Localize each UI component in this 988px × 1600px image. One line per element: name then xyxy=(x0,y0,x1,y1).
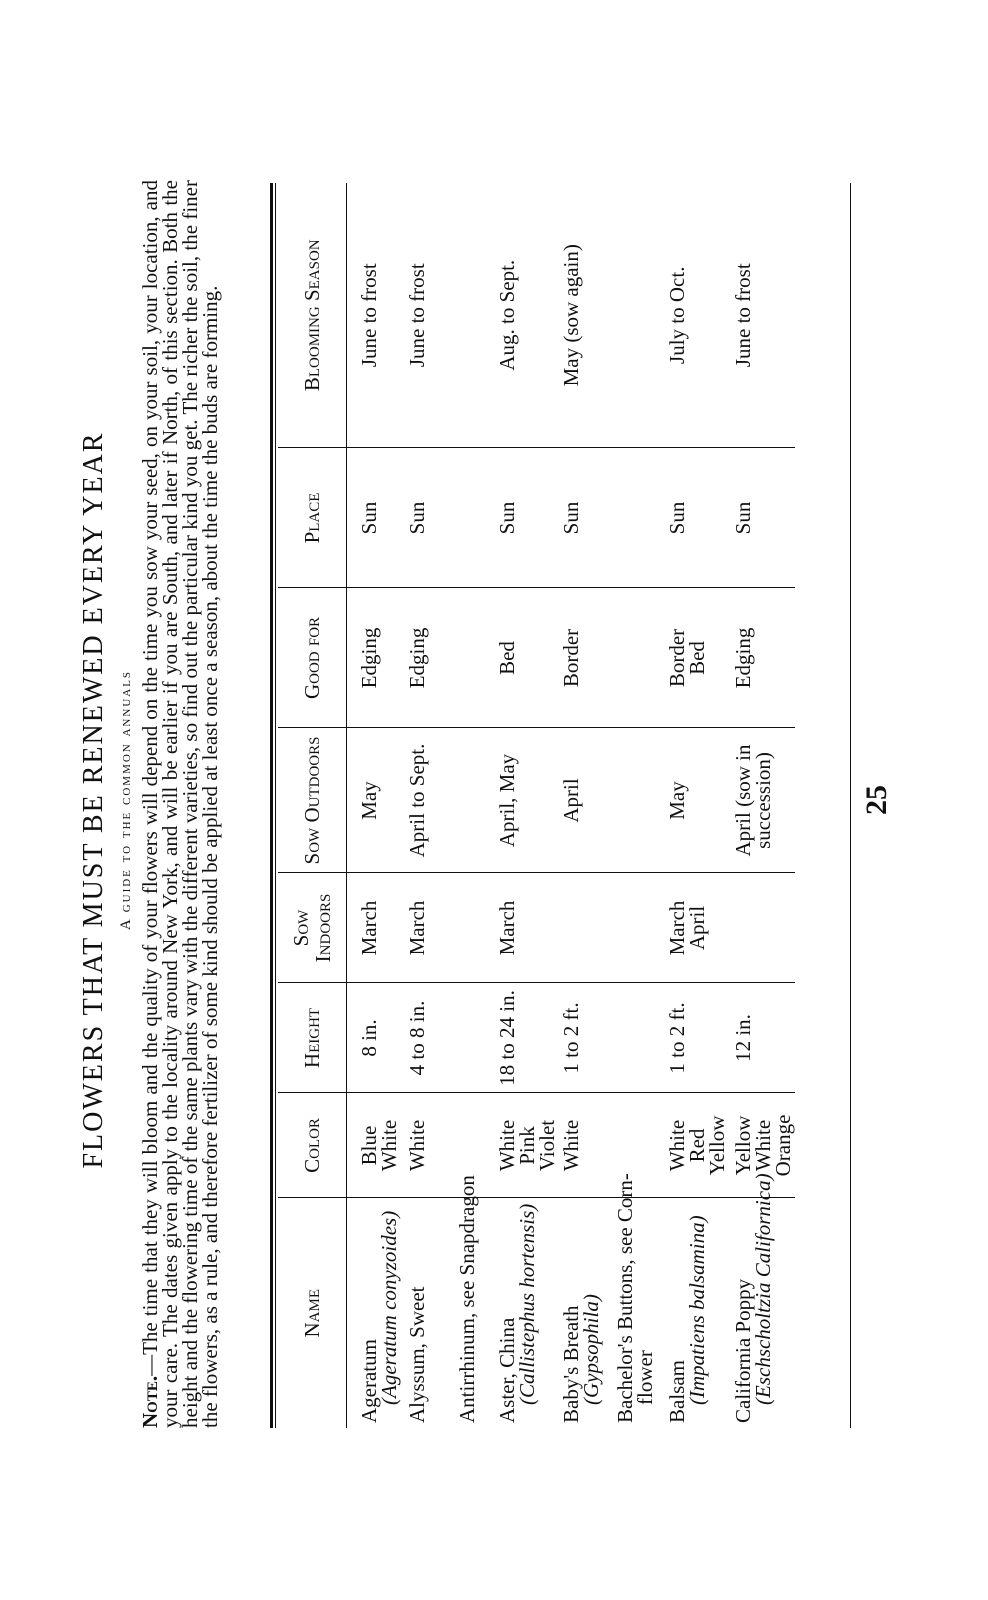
color-value: Violet xyxy=(535,1119,559,1172)
cell-good-for xyxy=(665,588,731,728)
scientific-name: (Impatiens balsamina) xyxy=(685,1215,709,1405)
sow-outdoors-value: May xyxy=(357,781,381,820)
cell-height: 12 in. xyxy=(731,983,795,1093)
sow-indoors-value: March xyxy=(665,900,689,956)
color-value: White xyxy=(665,1119,689,1172)
page-subtitle: A guide to the common annuals xyxy=(118,669,134,931)
cell-color xyxy=(665,1093,731,1198)
plant-name: Ageratum xyxy=(357,1339,381,1423)
header-sow-outdoors: Sow Outdoors xyxy=(278,728,347,873)
plant-name: Bachelor's Buttons, see Corn- xyxy=(613,1173,637,1423)
cell-color xyxy=(405,1093,455,1198)
color-value: White xyxy=(405,1119,429,1172)
scientific-name: (Callistephus hortensis) xyxy=(515,1203,539,1405)
color-value: White xyxy=(495,1119,519,1172)
cell-good-for xyxy=(559,588,613,728)
cell-sow-indoors xyxy=(405,873,455,983)
plant-name: Antirrhinum, see Snapdragon xyxy=(455,1175,479,1423)
header-color: Color xyxy=(278,1093,347,1198)
cell-place: Sun xyxy=(347,448,406,588)
cell-color xyxy=(347,1093,406,1198)
cell-height: 18 to 24 in. xyxy=(495,983,559,1093)
cell-good-for xyxy=(731,588,795,728)
cell-sow-outdoors xyxy=(405,728,455,873)
cell-sow-outdoors xyxy=(455,728,495,873)
color-value: Blue xyxy=(357,1125,381,1166)
table-top-rule xyxy=(270,183,273,1428)
cell-name xyxy=(665,1198,731,1428)
note-text: —The time that they will bloom and the quality of your flowers will depend on the time you sow your seed, on your soil, your location, and your care. The dates given apply to the locality around New York, and will be earlier if you are South, and later if North, of this section. Both the height and the flowering time of the same plants vary with the different varieties, so find out the particular kind you get. The richer the soil, the finer the flowers, as a rule, and therefore fertilizer of some kind should be applied at least once a season, about the time the buds are forming. xyxy=(138,180,222,1428)
table-row xyxy=(559,183,613,1428)
cell-name xyxy=(405,1198,455,1428)
color-value: White xyxy=(751,1119,775,1172)
color-value: White xyxy=(559,1119,583,1172)
cell-color xyxy=(495,1093,559,1198)
cell-sow-indoors xyxy=(455,873,495,983)
cell-sow-outdoors xyxy=(347,728,406,873)
page-number: 25 xyxy=(860,785,893,815)
cell-good-for xyxy=(405,588,455,728)
cell-height xyxy=(455,983,495,1093)
plant-name: Aster, China xyxy=(495,1317,519,1423)
color-value: White xyxy=(377,1119,401,1172)
table-row xyxy=(405,183,455,1428)
sow-indoors-value: March xyxy=(405,900,429,956)
cell-height: 1 to 2 ft. xyxy=(665,983,731,1093)
cell-blooming-season: June to frost xyxy=(347,183,406,448)
good-for-value: Edging xyxy=(405,627,429,689)
note-paragraph xyxy=(140,180,220,1428)
cell-blooming-season: May (sow again) xyxy=(559,183,613,448)
cell-place: Sun xyxy=(731,448,795,588)
table-row xyxy=(495,183,559,1428)
header-blooming-season: Blooming Season xyxy=(278,183,347,448)
cell-blooming-season xyxy=(613,183,665,448)
cell-height xyxy=(613,983,665,1093)
cell-name xyxy=(495,1198,559,1428)
table-bottom-rule xyxy=(850,183,851,1428)
good-for-value: Border xyxy=(665,628,689,688)
good-for-value: Edging xyxy=(357,627,381,689)
cell-height: 1 to 2 ft. xyxy=(559,983,613,1093)
color-value: Orange xyxy=(771,1114,795,1177)
color-value: Red xyxy=(685,1128,709,1163)
cell-place: Sun xyxy=(559,448,613,588)
cell-good-for xyxy=(455,588,495,728)
header-height: Height xyxy=(278,983,347,1093)
good-for-value: Border xyxy=(559,628,583,688)
plant-name: Balsam xyxy=(665,1360,689,1423)
cell-sow-indoors xyxy=(731,873,795,983)
header-good-for: Good for xyxy=(278,588,347,728)
cell-sow-indoors xyxy=(559,873,613,983)
sow-outdoors-value: May xyxy=(665,781,689,820)
plant-name: California Poppy xyxy=(731,1278,755,1423)
cell-color xyxy=(559,1093,613,1198)
table-row xyxy=(613,183,665,1428)
cell-blooming-season: June to frost xyxy=(405,183,455,448)
good-for-value: Bed xyxy=(685,641,709,675)
page-title: FLOWERS THAT MUST BE RENEWED EVERY YEAR xyxy=(78,431,109,1169)
color-value: Yellow xyxy=(705,1115,729,1176)
note-label: Note. xyxy=(138,1375,162,1428)
cell-sow-outdoors xyxy=(665,728,731,873)
cell-name xyxy=(455,1175,495,1428)
sow-outdoors-value: April to Sept. xyxy=(405,743,429,858)
table-row xyxy=(665,183,731,1428)
cell-sow-outdoors xyxy=(495,728,559,873)
cell-name xyxy=(613,1173,665,1428)
cell-name xyxy=(559,1198,613,1428)
cell-place xyxy=(455,448,495,588)
cell-good-for xyxy=(347,588,406,728)
table-row xyxy=(731,183,795,1428)
plant-name: Baby's Breath xyxy=(559,1305,583,1423)
cell-sow-outdoors xyxy=(613,728,665,873)
table-top-rule-thin xyxy=(275,183,276,1428)
cell-sow-indoors xyxy=(347,873,406,983)
cell-blooming-season: July to Oct. xyxy=(665,183,731,448)
good-for-value: Edging xyxy=(731,627,755,689)
sow-indoors-value: March xyxy=(357,900,381,956)
sow-outdoors-value: succession) xyxy=(751,752,775,849)
table-header-row xyxy=(278,183,347,1428)
plant-name-continued: flower xyxy=(633,1350,657,1405)
cell-blooming-season: Aug. to Sept. xyxy=(495,183,559,448)
cell-sow-outdoors xyxy=(731,728,795,873)
cell-place: Sun xyxy=(405,448,455,588)
cell-place xyxy=(613,448,665,588)
annuals-table xyxy=(278,183,795,1428)
sow-outdoors-value: April, May xyxy=(495,753,519,848)
plant-name: Alyssum, Sweet xyxy=(405,1286,429,1423)
cell-name xyxy=(347,1198,406,1428)
cell-blooming-season: June to frost xyxy=(731,183,795,448)
cell-sow-outdoors xyxy=(559,728,613,873)
sow-indoors-value: April xyxy=(685,905,709,951)
cell-height: 4 to 8 in. xyxy=(405,983,455,1093)
sow-outdoors-value: April (sow in xyxy=(731,744,755,857)
cell-place: Sun xyxy=(665,448,731,588)
cell-name xyxy=(731,1173,795,1428)
cell-place: Sun xyxy=(495,448,559,588)
good-for-value: Bed xyxy=(495,641,519,675)
cell-sow-indoors xyxy=(613,873,665,983)
cell-good-for xyxy=(613,588,665,728)
header-place: Place xyxy=(278,448,347,588)
color-value: Pink xyxy=(515,1126,539,1165)
scientific-name: (Ageratum conyzoides) xyxy=(377,1210,401,1405)
cell-blooming-season xyxy=(455,183,495,448)
header-sow-indoors: Sow Indoors xyxy=(278,873,347,983)
cell-sow-indoors xyxy=(665,873,731,983)
scientific-name: (Eschscholtzia Californica) xyxy=(751,1173,775,1405)
color-value: Yellow xyxy=(731,1115,755,1176)
table-row xyxy=(347,183,406,1428)
sow-indoors-value: March xyxy=(495,900,519,956)
cell-height: 8 in. xyxy=(347,983,406,1093)
cell-good-for xyxy=(495,588,559,728)
scientific-name: (Gypsophila) xyxy=(579,1294,603,1405)
header-name: Name xyxy=(278,1198,347,1428)
sow-outdoors-value: April xyxy=(559,778,583,823)
table-row xyxy=(455,183,495,1428)
cell-sow-indoors xyxy=(495,873,559,983)
